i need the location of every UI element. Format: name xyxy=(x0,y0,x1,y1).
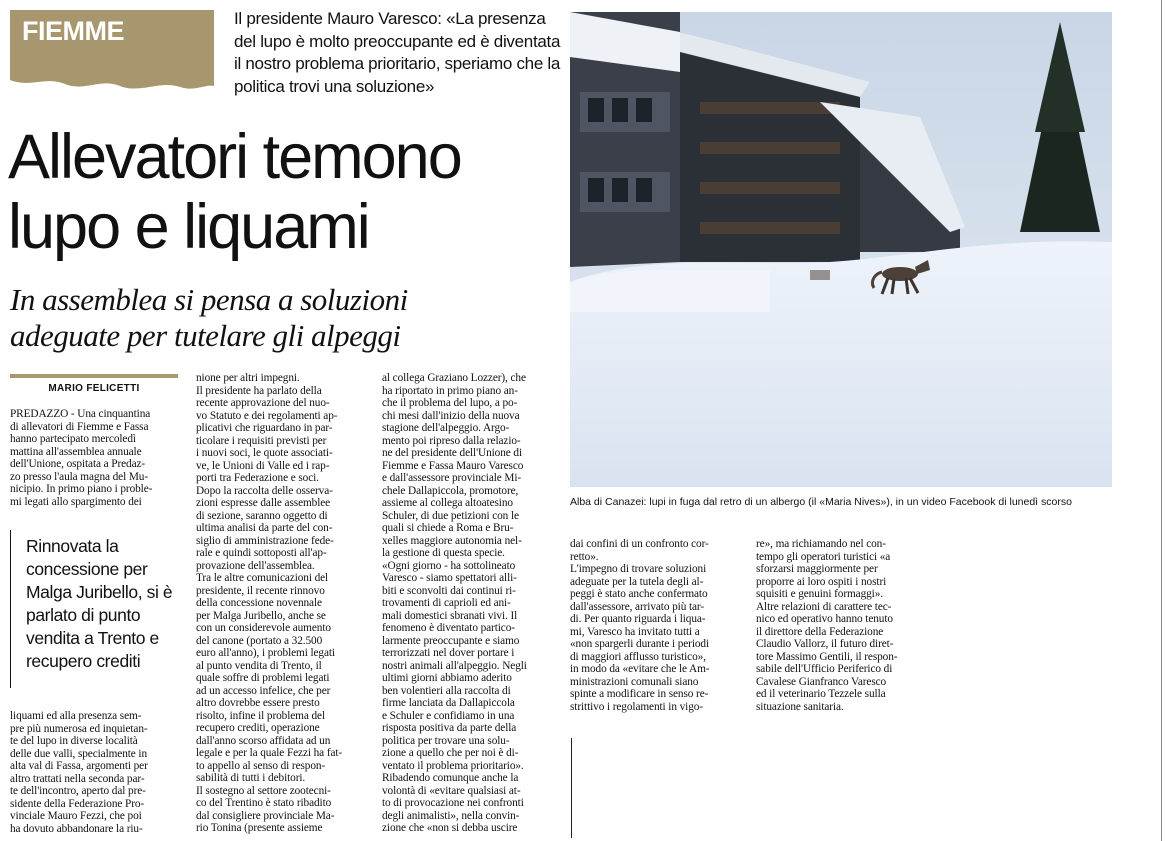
subheadline xyxy=(10,282,570,354)
page-edge-line xyxy=(1161,0,1162,841)
article-column-4: dai confini di un confronto cor- retto». L'impegno di trovare soluzioni adeguate per la tutela degli al- peggi è stato anche confermato dall'assessore, arrivato più tar- di. Per quanto riguarda i liqua- mi, Varesco ha invitato tutti a «non spargerli durante i periodi di maggiori afflusso turistico», in modo da «evitare che le Am- ministrazioni comunali siano spinte a modificare in senso re- strittivo i regolamenti in vigo- xyxy=(570,538,710,713)
article-column-1-bottom: liquami ed alla presenza sem- pre più numerosa ed inquietan- te del lupo in diverse località delle due valli, specialmente in alta val di Fassa, argomenti per altro trattati nella seconda par- te dell'incontro, aperto dal pre- sidente della Federazione Pro- vinciale Mauro Fezzi, che poi ha dovuto abbandonare la riu- xyxy=(10,710,148,835)
article-column-1-top: PREDAZZO - Una cinquantina di allevatori di Fiemme e Fassa hanno partecipato mercoledì mattina all'assemblea annuale dell'Unione, ospitata a Predaz- zo presso l'aula magna del Mu- nicipio. In primo piano i proble- mi legati allo spargimento dei xyxy=(10,408,153,508)
headline xyxy=(8,122,568,262)
subheadline-line-1: In assemblea si pensa a soluzioni xyxy=(10,282,408,317)
article-column-2: nione per altri impegni. Il presidente ha parlato della recente approvazione del nuo- vo Statuto e dei regolamenti ap- plicativi che riguardano in par- ticolare i requisiti previsti per i nuovi soci, le quote associati- ve, le Unioni di Valle ed i rap- porti tra Federazione e soci. Dopo la raccolta delle osserva- zioni espresse dalle assemblee di sezione, saranno oggetto di ultima analisi da parte del con- siglio di amministrazione fede- rale e quindi sottoposti all'ap- provazione dell'assemblea. Tra le altre comunicazioni del presidente, il recente rinnovo della concessione novennale per Malga Juribello, anche se con un considerevole aumento del canone (portato a 32.500 euro all'anno), i problemi legati al punto vendita di Trento, il quale soffre di problemi legati ad un accesso infelice, che per altro dovrebbe essere presto risolto, infine il problema del recupero crediti, operazione dall'anno scorso affidata ad un legale e per la quale Fezzi ha fat- to appello al senso di respon- sabilità di tutti i debitori. Il sostegno al settore zootecni- co del Trentino è stato ribadito dal consigliere provinciale Ma- rio Tonina (presente assieme xyxy=(196,372,343,834)
photo-caption: Alba di Canazei: lupi in fuga dal retro di un albergo (il «Maria Nives»), in un video Facebook di lunedì scorso xyxy=(570,496,1072,508)
headline-line-1: Allevatori temono xyxy=(8,122,461,192)
column-rule xyxy=(571,738,572,838)
subheadline-line-2: adeguate per tutelare gli alpeggi xyxy=(10,318,401,353)
article-column-5: re», ma richiamando nel con- tempo gli operatori turistici «a sforzarsi maggiormente per proporre ai loro ospiti i nostri squisiti e genuini formaggi». Altre relazioni di carattere tec- nico ed operativo hanno tenuto il direttore della Federazione Claudio Vallorz, il futuro diret- tore Massimo Gentili, il respon- sabile dell'Ufficio Periferico di Cavalese Gianfranco Varesco ed il veterinario Tezzele sulla situazione sanitaria. xyxy=(756,538,898,713)
article-photo xyxy=(570,12,1112,487)
kicker-text: Il presidente Mauro Varesco: «La presenza del lupo è molto preoccupante ed è diventata il nostro problema prioritario, speriamo che la politica trovi una soluzione» xyxy=(234,9,561,96)
headline-line-2: lupo e liquami xyxy=(8,192,369,262)
section-label: FIEMME xyxy=(22,16,124,46)
byline-rule xyxy=(10,374,178,378)
snow-wolf-photo-illustration xyxy=(570,12,1112,487)
article-column-3: al collega Graziano Lozzer), che ha riportato in primo piano an- che il problema del lupo, a po- chi mesi dall'inizio della nuova stagione dell'alpeggio. Argo- mento poi ripreso dalla relazio- ne del presidente dell'Unione di Fiemme e Fassa Mauro Varesco e dall'assessore provinciale Mi- chele Dallapiccola, promotore, assieme al collega altoatesino Schuler, di due petizioni con le quali si chiede a Roma e Bru- xelles maggiore autonomia nel- la gestione di questa specie. «Ogni giorno - ha sottolineato Varesco - siamo spettatori alli- biti e sconvolti dai continui ri- trovamenti di caprioli ed ani- mali domestici sbranati vivi. Il fenomeno è diventato partico- larmente preoccupante e siamo terrorizzati nel dover portare i nostri animali all'alpeggio. Negli ultimi giorni abbiamo aderito ben volentieri alla raccolta di firme lanciata da Dallapiccola e Schuler e confidiamo in una risposta positiva da parte della politica per trovare una solu- zione a quello che per noi è di- ventato il problema prioritario». Ribadendo comunque anche la volontà di «evitare qualsiasi at- to di provocazione nei confronti degli animalisti», nella convin- zione che «non si debba uscire xyxy=(382,372,527,834)
section-tag xyxy=(10,10,214,90)
byline: MARIO FELICETTI xyxy=(48,383,140,394)
distant-fence xyxy=(810,270,830,280)
pullquote: Rinnovata la concessione per Malga Juribello, si è parlato di punto vendita a Trento e recupero crediti xyxy=(26,536,173,671)
torn-edge-decoration xyxy=(10,74,214,96)
